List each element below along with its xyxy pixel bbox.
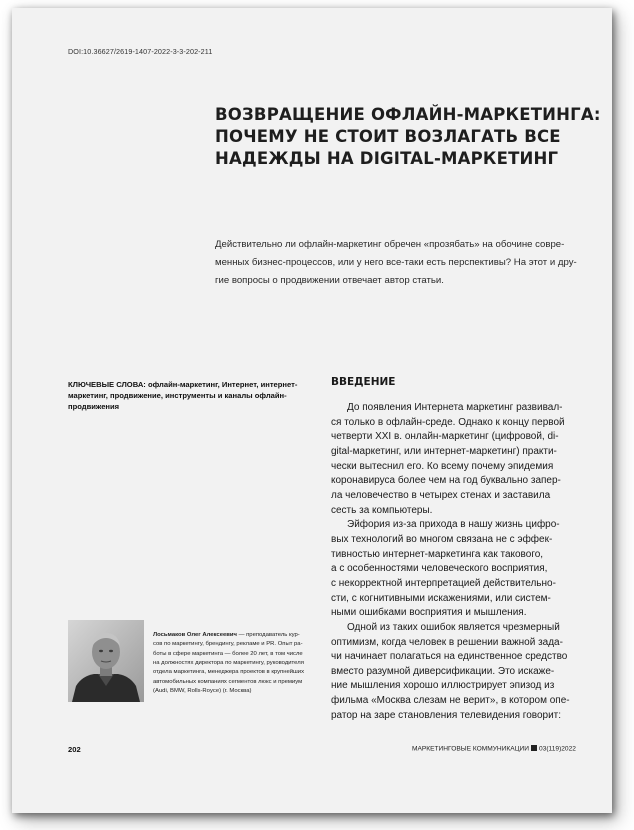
author-bio-first-line-rest: — преподаватель кур- — [236, 632, 300, 638]
body-line: оптимизм, когда человек в решении важной зада- — [331, 636, 563, 648]
body-line: чи начинает полагаться на единственное средство — [331, 651, 568, 663]
body-line: тивностью интернет-маркетинга как такового, — [331, 548, 544, 560]
body-line: фильма «Москва слезам не верит», в котором опе- — [331, 695, 570, 707]
body-line: с некорректной интерпретацией действительно- — [331, 577, 556, 589]
body-line: а с особенностями человеческого восприятия, — [331, 563, 548, 575]
square-separator-icon — [531, 745, 537, 751]
body-text — [331, 401, 591, 723]
article-lead — [215, 236, 595, 290]
journal-footer — [412, 745, 576, 753]
lead-line: менных бизнес-процессов, или у него все-таки есть перспективы? На этот и дру- — [215, 257, 577, 268]
body-line: коронавируса более чем на год буквально запер- — [331, 475, 561, 487]
author-bio-line: боты в сфере маркетинга — более 20 лет, в том числе — [153, 650, 303, 657]
page-number: 202 — [68, 745, 81, 754]
keywords-line: КЛЮЧЕВЫЕ СЛОВА: офлайн-маркетинг, Интернет, интернет- — [68, 380, 298, 389]
author-bio-line: (Audi, BMW, Rolls-Royce) (г. Москва) — [153, 688, 252, 695]
article-title — [215, 104, 601, 170]
body-line: четверти XXI в. онлайн-маркетинг (цифровой, di- — [331, 431, 559, 443]
body-line: сесть за компьютеры. — [331, 504, 433, 516]
body-line: сти, с когнитивными искажениями, или систем- — [331, 592, 551, 604]
body-line: ние мышления хорошо иллюстрирует эпизод из — [331, 680, 555, 692]
body-line: ными ошибками восприятия и мышления. — [331, 607, 527, 619]
doi-line: DOI:10.36627/2619-1407-2022-3-3-202-211 — [68, 47, 213, 56]
body-line: Одной из таких ошибок является чрезмерный — [347, 621, 560, 633]
body-line: gital-маркетинг, или интернет-маркетинг) практи- — [331, 445, 557, 457]
author-portrait-image — [68, 620, 144, 702]
body-line: вместо разумной диверсификации. Это искаже- — [331, 665, 555, 677]
keywords-block — [68, 379, 313, 412]
title-line: ВОЗВРАЩЕНИЕ ОФЛАЙН-МАРКЕТИНГА: — [215, 105, 601, 124]
author-bio-line: автомобильных компаниях сегментов люкс и премиум — [153, 678, 303, 685]
body-line: ратор на заре становления телевидения говорит: — [331, 709, 562, 721]
author-photo — [68, 620, 144, 702]
title-line: НАДЕЖДЫ НА DIGITAL-МАРКЕТИНГ — [215, 149, 559, 168]
keywords-line: маркетинг, продвижение, инструменты и каналы офлайн- — [68, 391, 287, 400]
author-name: Лосьмаков Олег Алексеевич — [153, 632, 237, 638]
journal-name: МАРКЕТИНГОВЫЕ КОММУНИКАЦИИ — [412, 745, 530, 753]
author-bio — [153, 631, 323, 696]
body-line: вых технологий во многом связана не с эффек- — [331, 533, 553, 545]
title-line: ПОЧЕМУ НЕ СТОИТ ВОЗЛАГАТЬ ВСЕ — [215, 127, 561, 146]
author-bio-line: сов по маркетингу, брендингу, рекламе и PR. Опыт ра- — [153, 641, 303, 648]
body-line: До появления Интернета маркетинг развивал- — [347, 402, 563, 413]
body-line: ся только в офлайн-среде. Однако к концу первой — [331, 416, 565, 428]
author-bio-line — [153, 631, 323, 640]
author-bio-line: отдела маркетинга, менеджера проектов в крупнейших — [153, 669, 305, 676]
lead-line: Действительно ли офлайн-маркетинг обречен «прозябать» на обочине совре- — [215, 239, 565, 250]
body-line: ла человечество в четырех стенах и заставила — [331, 489, 551, 501]
author-bio-line: на должностях директора по маркетингу, руководителя — [153, 660, 304, 667]
body-line: Эйфория из-за прихода в нашу жизнь цифро- — [347, 519, 560, 531]
keywords-line: продвижения — [68, 402, 120, 411]
journal-issue: 03(119)2022 — [539, 745, 576, 753]
lead-line: гие вопросы о продвижении отвечает автор статьи. — [215, 275, 444, 286]
body-line: чески вытеснил его. Ко всему почему эпидемия — [331, 460, 554, 472]
section-heading: ВВЕДЕНИЕ — [331, 376, 396, 388]
